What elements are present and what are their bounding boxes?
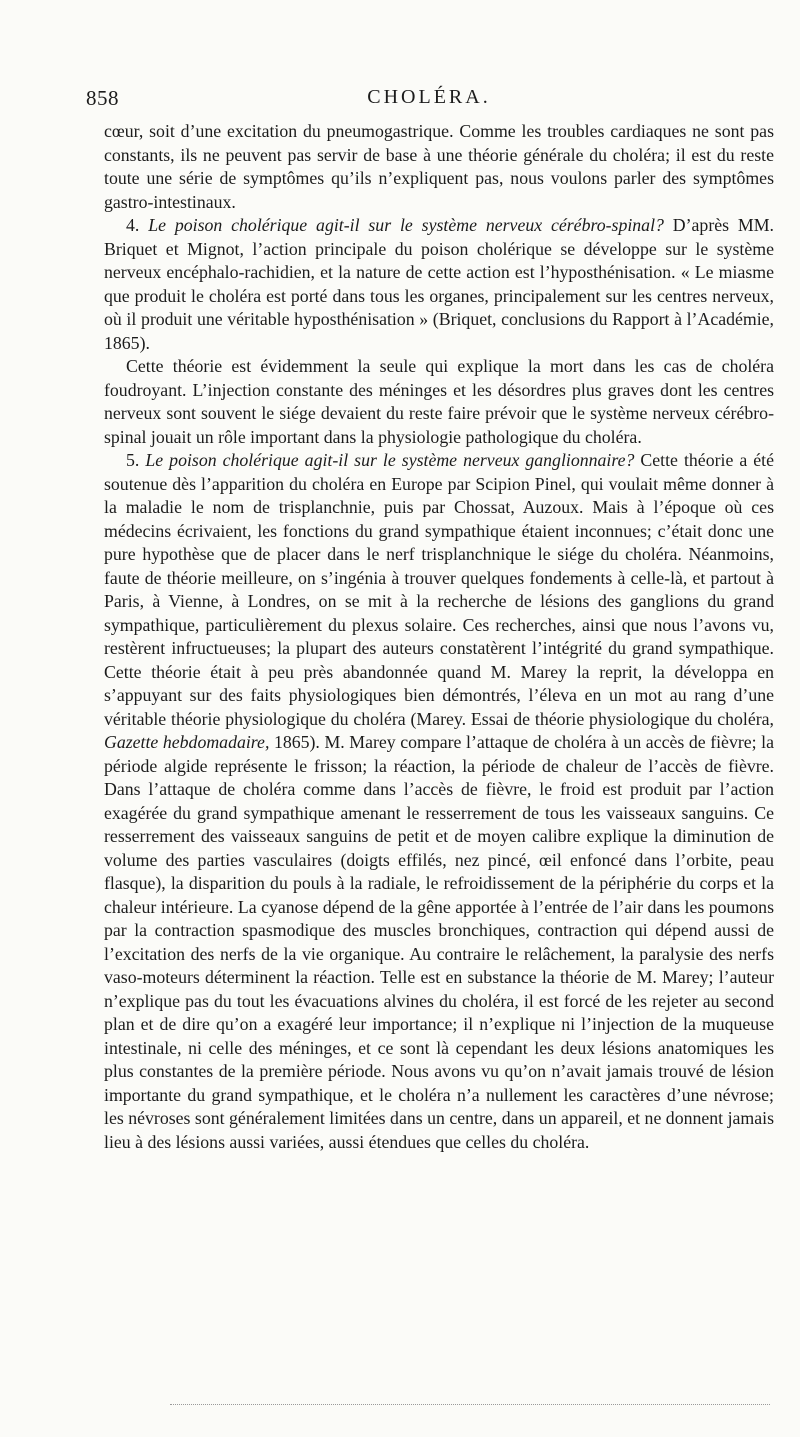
page-number: 858 bbox=[86, 86, 119, 110]
section-number-4: 4. bbox=[126, 215, 140, 235]
running-title: CHOLÉRA. bbox=[367, 86, 491, 108]
section-heading-cerebrospinal: Le poison cholérique agit-il sur le système nerveux cérébro-spinal? bbox=[148, 215, 664, 235]
section-heading-ganglionic: Le poison cholérique agit-il sur le système nerveux ganglionnaire? bbox=[145, 450, 635, 470]
paragraph-text: D’après MM. Briquet et Mignot, l’action principale du poison cholérique se développe sur le système nerveux encéphalo-rachidien, et la nature de cette action est l’hyposthénisation. « Le miasme que produit le choléra est porté dans tous les organes, principalement sur les centres nerveux, où il produit une véritable hyposthénisation » (Briquet, conclusions du Rapport à l’Académie, 1865). bbox=[104, 215, 774, 353]
body-text bbox=[104, 120, 774, 1154]
journal-title: Gazette hebdomadaire, bbox=[104, 732, 270, 752]
section-number-5: 5. bbox=[126, 450, 140, 470]
paragraph-cardiac-theory: cœur, soit d’une excitation du pneumogastrique. Comme les troubles cardiaques ne sont pas constants, ils ne peuvent pas servir de base à une théorie générale du choléra; il est du reste toute une série de symptômes qu’ils n’expliquent pas, nous voulons parler des symptômes gastro-intestinaux. bbox=[104, 121, 774, 212]
paragraph-text: 1865). M. Marey compare l’attaque de choléra à un accès de fièvre; la période algide représente le frisson; la réaction, la période de chaleur de l’accès de fièvre. Dans l’attaque de choléra comme dans l’accès de fièvre, le froid est produit par l’action exagérée du grand sympathique amenant le resserrement de tous les vaisseaux sanguins. Ce resserrement des vaisseaux sanguins de petit et de moyen calibre explique la diminution de volume des parties vasculaires (doigts effilés, nez pincé, œil enfoncé dans l’orbite, peau flasque), la disparition du pouls à la radiale, le refroidissement de la périphérie du corps et la chaleur intérieure. La cyanose dépend de la gêne apportée à l’entrée de l’air dans les poumons par la contraction spasmodique des muscles bronchiques, contraction qui dépend aussi de l’excitation des nerfs de la vie organique. Au contraire le relâchement, la paralysie des nerfs vaso-moteurs déterminent la réaction. Telle est en substance la théorie de M. Marey; l’auteur n’explique pas du tout les évacuations alvines du choléra, il est forcé de les rejeter au second plan et de dire qu’on a exagéré leur importance; il n’explique ni l’injection de la muqueuse intestinale, ni celle des méninges, et ce sont là cependant les deux lésions anatomiques les plus constantes de la première période. Nous avons vu qu’on n’avait jamais trouvé de lésion importante du grand sympathique, et le choléra n’a nullement les caractères d’une névrose; les névroses sont généralement limitées dans un centre, dans un appareil, et ne donnent jamais lieu à des lésions aussi variées, aussi étendues que celles du choléra. bbox=[104, 732, 774, 1152]
paragraph-fulminant-cholera: Cette théorie est évidemment la seule qui explique la mort dans les cas de choléra foudroyant. L’injection constante des méninges et les désordres plus graves dont les centres nerveux sont souvent le siége devaient du reste faire prévoir que le système nerveux cérébro-spinal jouait un rôle important dans la physiologie pathologique du choléra. bbox=[104, 356, 774, 447]
page-header bbox=[86, 86, 772, 116]
paragraph-text: Cette théorie a été soutenue dès l’apparition du choléra en Europe par Scipion Pinel, qui voulait même donner à la maladie le nom de trisplanchnie, puis par Chossat, Auzoux. Mais à l’époque où ces médecins écrivaient, les fonctions du grand sympathique étaient inconnues; c’était donc une pure hypothèse que de placer dans le nerf trisplanchnique le siége du choléra. Néanmoins, faute de théorie meilleure, on s’ingénia à trouver quelques fondements à celle-là, et partout à Paris, à Vienne, à Londres, on se mit à la recherche de lésions des ganglions du grand sympathique, particulièrement du plexus solaire. Ces recherches, ainsi que nous l’avons vu, restèrent infructueuses; la plupart des auteurs constatèrent l’intégrité du grand sympathique. Cette théorie était à peu près abandonnée quand M. Marey la reprit, la développa en s’appuyant sur des faits physiologiques bien démontrés, l’éleva en un mot au rang d’une véritable théorie physiologique du choléra (Marey. Essai de théorie physiologique du choléra, bbox=[104, 450, 774, 729]
footer-rule bbox=[170, 1404, 770, 1405]
paragraph-cerebrospinal-theory bbox=[104, 214, 774, 355]
paragraph-ganglionic-theory bbox=[104, 449, 774, 1154]
